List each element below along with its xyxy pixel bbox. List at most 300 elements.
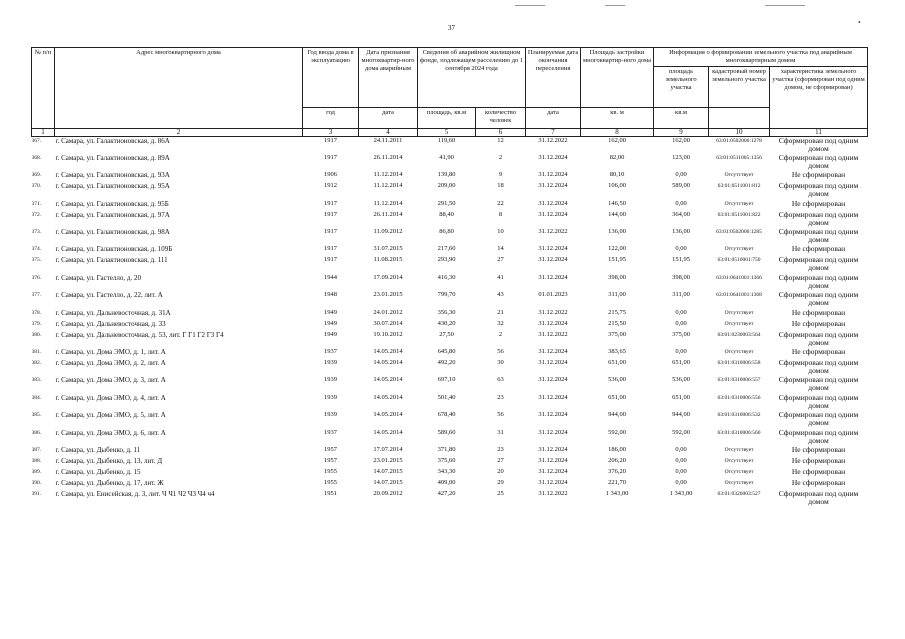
row-cadastral: 63:01:0510001:750 [717, 257, 761, 264]
row-cadastral: 63:01:0310006:560 [717, 429, 761, 436]
row-building-area: 144,00 [608, 210, 626, 218]
column-number: 5 [418, 129, 476, 137]
row-year: 1955 [324, 478, 337, 486]
row-cadastral: Отсутствует [724, 349, 754, 356]
row-status: Не сформирован [791, 199, 846, 208]
row-building-area: 215,50 [608, 319, 626, 327]
row-land-area: 398,00 [672, 273, 690, 281]
row-status: Сформирован под одним домом [778, 210, 859, 227]
row-people: 9 [498, 171, 503, 179]
table-row [32, 309, 868, 320]
row-end-date: 31.12.2024 [538, 182, 568, 190]
table-row [32, 200, 868, 211]
row-address: г. Самара, ул. Галактионовская, д. 93А [55, 171, 170, 180]
row-people: 12 [497, 137, 504, 144]
row-address: г. Самара, ул. Гастелло, д. 20 [55, 273, 141, 282]
table-row [32, 320, 868, 331]
page-number: 37 [448, 24, 455, 32]
row-number: 374. [31, 246, 42, 253]
row-building-area: 215,75 [608, 308, 626, 316]
row-year: 1944 [324, 273, 337, 281]
column-number: 8 [581, 129, 654, 137]
row-building-area: 398,00 [608, 273, 626, 281]
row-status: Не сформирован [791, 171, 846, 180]
row-address: г. Самара, ул. Дыбенко, д. 11 [55, 445, 141, 454]
row-status: Сформирован под одним домом [778, 489, 859, 506]
row-number: 371. [31, 200, 42, 207]
row-area: 799,70 [437, 291, 456, 299]
row-year: 1948 [324, 291, 337, 299]
row-land-area: 0,00 [675, 456, 687, 464]
table-row [32, 228, 868, 245]
row-area: 492,20 [437, 359, 456, 367]
row-building-area: 186,00 [608, 445, 626, 453]
header-year: Год ввода дома в эксплуатацию [303, 48, 359, 108]
table-row [32, 171, 868, 182]
row-number: 389. [31, 468, 42, 475]
row-people: 31 [497, 428, 504, 436]
row-year: 1906 [324, 171, 337, 179]
column-number: 10 [709, 129, 770, 137]
row-end-date: 31.12.2024 [538, 153, 568, 161]
row-date: 14.05.2014 [373, 359, 403, 367]
row-land-area: 375,00 [672, 330, 690, 338]
header-land-area: площадь земельного участка [654, 67, 709, 108]
row-land-area: 0,00 [675, 348, 687, 356]
row-end-date: 31.12.2022 [538, 137, 568, 144]
row-people: 56 [497, 411, 504, 419]
row-area: 139,80 [437, 171, 456, 179]
row-area: 430,20 [437, 319, 456, 327]
column-number: 1 [32, 129, 55, 137]
row-end-date: 31.12.2024 [538, 478, 568, 486]
row-number: 369. [31, 172, 42, 179]
row-year: 1917 [324, 245, 337, 253]
row-year: 1957 [324, 445, 337, 453]
row-cadastral: 63:01:0326003:527 [717, 490, 761, 497]
row-cadastral: Отсутствует [724, 468, 754, 475]
row-building-area: 80,10 [609, 171, 625, 179]
row-building-area: 122,00 [608, 245, 626, 253]
table-row [32, 468, 868, 479]
row-land-area: 651,00 [672, 393, 690, 401]
row-cadastral: 63:01:0310006:556 [717, 394, 761, 401]
row-address: г. Самара, ул. Дальневосточная, д. 31А [55, 308, 171, 317]
row-end-date: 31.12.2024 [538, 376, 568, 384]
row-people: 27 [497, 456, 504, 464]
row-address: г. Самара, ул. Дома ЭМО, д. 1, лит. А [55, 348, 166, 357]
row-land-area: 0,00 [675, 467, 687, 475]
row-date: 30.07.2014 [373, 319, 403, 327]
row-number: 376. [31, 274, 42, 281]
row-end-date: 31.12.2024 [538, 428, 568, 436]
column-number: 3 [303, 129, 359, 137]
row-building-area: 651,00 [608, 359, 626, 367]
row-people: 43 [497, 291, 504, 299]
row-address: г. Самара, ул. Галактионовская, д. 111 [55, 256, 168, 265]
row-people: 41 [497, 273, 504, 281]
row-number: 384. [31, 394, 42, 401]
row-cadastral: 63:01:0230003:564 [717, 331, 761, 338]
row-cadastral: 63:01:0511001:822 [717, 211, 761, 218]
row-land-area: 136,00 [672, 228, 690, 236]
row-cadastral: 63:01:0502006:1285 [716, 229, 762, 236]
row-cadastral: Отсутствует [724, 446, 754, 453]
row-address: г. Самара, ул. Галактионовская, д. 86А [55, 137, 170, 145]
row-area: 409,00 [437, 478, 456, 486]
row-people: 25 [497, 489, 504, 497]
row-people: 20 [497, 467, 504, 475]
row-number: 367. [31, 138, 42, 144]
row-cadastral: 63:01:0310006:532 [717, 412, 761, 419]
row-number: 382. [31, 360, 42, 367]
row-area: 589,60 [437, 428, 456, 436]
row-date: 11.12.2014 [373, 171, 403, 179]
row-people: 56 [497, 348, 504, 356]
row-area: 41,90 [439, 153, 454, 161]
table-body [32, 137, 868, 508]
row-end-date: 31.12.2024 [538, 199, 568, 207]
row-status: Сформирован под одним домом [778, 330, 859, 347]
row-building-area: 311,00 [608, 291, 626, 299]
table-row [32, 182, 868, 199]
row-number: 370. [31, 183, 42, 190]
row-area: 343,30 [437, 467, 456, 475]
row-end-date: 31.12.2024 [538, 359, 568, 367]
row-address: г. Самара, ул. Дыбенко, д. 17, лит. Ж [55, 478, 164, 487]
row-address: г. Самара, ул. Дома ЭМО, д. 2, лит. А [55, 359, 166, 368]
row-land-area: 311,00 [672, 291, 690, 299]
row-number: 380. [31, 331, 42, 338]
row-building-area: 206,20 [608, 456, 626, 464]
row-end-date: 31.12.2024 [538, 411, 568, 419]
row-building-area: 592,00 [608, 428, 626, 436]
row-people: 10 [497, 228, 504, 236]
row-date: 24.11.2011 [373, 137, 403, 144]
row-status: Сформирован под одним домом [778, 182, 859, 199]
column-number: 11 [770, 129, 868, 137]
table-row [32, 359, 868, 376]
row-date: 14.07.2015 [373, 478, 403, 486]
row-end-date: 31.12.2024 [538, 467, 568, 475]
row-area: 501,40 [437, 393, 456, 401]
row-number: 391. [31, 490, 42, 497]
row-year: 1951 [324, 489, 337, 497]
row-building-area: 162,00 [608, 137, 626, 144]
row-end-date: 31.12.2024 [538, 273, 568, 281]
header-num: № п/п [32, 48, 55, 129]
row-land-area: 123,00 [672, 153, 690, 161]
row-number: 381. [31, 349, 42, 356]
row-end-date: 31.12.2022 [538, 330, 568, 338]
row-status: Не сформирован [791, 245, 846, 254]
row-people: 27 [497, 256, 504, 264]
row-people: 29 [497, 478, 504, 486]
row-year: 1917 [324, 199, 337, 207]
row-end-date: 31.12.2024 [538, 256, 568, 264]
header-planned-end: Планируемая дата окончания переселения [526, 48, 581, 108]
row-cadastral: 63:01:0641001:1366 [716, 274, 762, 281]
row-land-area: 592,00 [672, 428, 690, 436]
row-year: 1939 [324, 359, 337, 367]
row-people: 8 [498, 210, 503, 218]
row-status: Не сформирован [791, 319, 846, 328]
row-cadastral: Отсутствует [724, 457, 754, 464]
row-number: 377. [31, 292, 42, 299]
row-cadastral: 63:01:0310006:558 [717, 360, 761, 367]
row-area: 88,40 [439, 210, 454, 218]
row-date: 11.12.2014 [373, 199, 403, 207]
row-address: г. Самара, ул. Дыбенко, д. 13, лит. Д [55, 456, 163, 465]
row-year: 1949 [324, 319, 337, 327]
row-address: г. Самара, ул. Дома ЭМО, д. 3, лит. А [55, 376, 166, 385]
row-date: 23.01.2015 [373, 291, 403, 299]
row-date: 14.05.2014 [373, 411, 403, 419]
row-building-area: 82,00 [609, 153, 625, 161]
row-building-area: 146,50 [608, 199, 626, 207]
row-status: Не сформирован [791, 478, 846, 487]
row-area: 291,50 [437, 199, 456, 207]
row-number: 385. [31, 412, 42, 419]
row-cadastral: Отсутствует [724, 246, 754, 253]
row-end-date: 31.12.2022 [538, 308, 568, 316]
row-building-area: 1 343,00 [605, 489, 629, 497]
row-building-area: 376,20 [608, 467, 626, 475]
unit-area: площадь, кв.м [418, 108, 476, 129]
table-row [32, 137, 868, 154]
row-end-date: 31.12.2024 [538, 445, 568, 453]
table-row [32, 490, 868, 507]
row-end-date: 31.12.2024 [538, 319, 568, 327]
row-date: 11.12.2014 [373, 182, 403, 190]
row-end-date: 31.12.2022 [538, 228, 568, 236]
row-people: 23 [497, 393, 504, 401]
table-row [32, 446, 868, 457]
row-date: 14.05.2014 [373, 348, 403, 356]
row-number: 387. [31, 446, 42, 453]
row-status: Сформирован под одним домом [778, 428, 859, 445]
row-people: 2 [498, 153, 503, 161]
row-land-area: 0,00 [675, 308, 687, 316]
row-area: 293,90 [437, 256, 456, 264]
row-date: 20.09.2012 [373, 489, 403, 497]
row-status: Сформирован под одним домом [778, 153, 859, 170]
header-characteristic: характеристика земельного участка (сформирован под одним домом, не сформирован) [770, 67, 868, 129]
row-status: Сформирован под одним домом [778, 228, 859, 245]
row-status: Не сформирован [791, 348, 846, 357]
row-year: 1937 [324, 428, 337, 436]
row-year: 1939 [324, 376, 337, 384]
row-people: 23 [497, 445, 504, 453]
row-cadastral: 63:01:0511001:812 [717, 183, 761, 190]
row-number: 375. [31, 257, 42, 264]
row-year: 1957 [324, 456, 337, 464]
row-building-area: 944,00 [608, 411, 626, 419]
row-area: 209,00 [437, 182, 456, 190]
row-people: 63 [497, 376, 504, 384]
row-people: 18 [497, 182, 504, 190]
row-date: 23.01.2015 [373, 456, 403, 464]
row-building-area: 651,00 [608, 393, 626, 401]
table-row [32, 274, 868, 291]
row-people: 22 [497, 199, 504, 207]
row-address: г. Самара, ул. Галактионовская, д. 98А [55, 228, 170, 237]
row-number: 372. [31, 211, 42, 218]
row-date: 31.07.2015 [373, 245, 403, 253]
table-row [32, 154, 868, 171]
row-year: 1917 [324, 210, 337, 218]
row-land-area: 0,00 [675, 445, 687, 453]
row-land-area: 1 343,00 [669, 489, 693, 497]
row-date: 11.08.2015 [373, 256, 403, 264]
row-date: 14.05.2014 [373, 428, 403, 436]
row-area: 86,80 [439, 228, 454, 236]
row-area: 371,80 [437, 445, 456, 453]
row-status: Сформирован под одним домом [778, 256, 859, 273]
row-date: 17.09.2014 [373, 273, 403, 281]
table-row [32, 479, 868, 490]
row-status: Не сформирован [791, 467, 846, 476]
row-building-area: 151,95 [608, 256, 626, 264]
row-people: 2 [498, 330, 503, 338]
row-cadastral: 63:01:0502006:1278 [716, 138, 762, 144]
header-land-info: Информация о формировании земельного участка под аварийным многоквартирным домом [654, 48, 868, 67]
unit-date2: дата [526, 108, 581, 129]
table-row [32, 429, 868, 446]
row-cadastral: Отсутствует [724, 479, 754, 486]
row-building-area: 375,00 [608, 330, 626, 338]
row-date: 11.09.2012 [373, 228, 403, 236]
column-number: 4 [359, 129, 418, 137]
row-cadastral: 63:01:0511005:1356 [716, 154, 762, 161]
scan-mark-icon: • [858, 18, 861, 27]
row-date: 24.01.2012 [373, 308, 403, 316]
row-people: 32 [497, 319, 504, 327]
row-address: г. Самара, ул. Галактионовская, д. 97А [55, 210, 170, 219]
row-area: 375,60 [437, 456, 456, 464]
table-row [32, 394, 868, 411]
row-land-area: 589,00 [672, 182, 690, 190]
row-building-area: 383,65 [608, 348, 626, 356]
row-year: 1917 [324, 256, 337, 264]
row-end-date: 31.12.2024 [538, 210, 568, 218]
header-building-area: Площадь застройки многоквартир-ного дома [581, 48, 654, 108]
table-row [32, 376, 868, 393]
row-year: 1949 [324, 308, 337, 316]
emergency-housing-table [31, 47, 868, 507]
row-address: г. Самара, ул. Дома ЭМО, д. 5, лит. А [55, 411, 166, 420]
row-land-area: 162,00 [672, 137, 690, 144]
unit-sqm: кв. м [581, 108, 654, 129]
row-address: г. Самара, ул. Галактионовская, д. 95А [55, 182, 170, 191]
row-end-date: 31.12.2024 [538, 245, 568, 253]
row-people: 21 [497, 308, 504, 316]
row-area: 217,60 [437, 245, 456, 253]
row-cadastral: 63:01:0310006:557 [717, 377, 761, 384]
row-cadastral: Отсутствует [724, 309, 754, 316]
row-status: Не сформирован [791, 445, 846, 454]
row-status: Сформирован под одним домом [778, 376, 859, 393]
row-land-area: 0,00 [675, 171, 687, 179]
row-date: 26.11.2014 [373, 210, 403, 218]
header-date-recognition: Дата признания многоквартир-ного дома аварийным [359, 48, 418, 108]
row-people: 30 [497, 359, 504, 367]
column-number-row [32, 129, 868, 137]
row-number: 388. [31, 457, 42, 464]
header-address: Адрес многоквартирного дома [55, 48, 303, 129]
header-emergency-info: Сведения об аварийном жилищном фонде, подлежащем расселению до 1 сентября 2024 года [418, 48, 526, 108]
row-area: 356,30 [437, 308, 456, 316]
row-area: 27,50 [439, 330, 454, 338]
row-year: 1917 [324, 137, 337, 144]
table-row [32, 291, 868, 308]
row-area: 645,80 [437, 348, 456, 356]
row-status: Сформирован под одним домом [778, 136, 859, 153]
unit-sqm2: кв.м [654, 108, 709, 129]
row-address: г. Самара, ул. Енисейская, д. 3, лит. Ч Ч1 Ч2 Ч3 Ч4 ч4 [55, 489, 215, 498]
row-address: г. Самара, ул. Галактионовская, д. 109Б [55, 245, 173, 254]
row-land-area: 651,00 [672, 359, 690, 367]
row-building-area: 221,70 [608, 478, 626, 486]
row-year: 1912 [324, 182, 337, 190]
row-area: 416,30 [437, 273, 456, 281]
row-address: г. Самара, ул. Галактионовская, д. 89А [55, 153, 170, 162]
row-land-area: 0,00 [675, 478, 687, 486]
row-land-area: 364,00 [672, 210, 690, 218]
unit-date: дата [359, 108, 418, 129]
header-cadastral: кадастровый номер земельного участка [709, 67, 770, 108]
row-status: Сформирован под одним домом [778, 359, 859, 376]
column-number: 6 [476, 129, 526, 137]
row-number: 379. [31, 320, 42, 327]
table-row [32, 457, 868, 468]
row-status: Сформирован под одним домом [778, 393, 859, 410]
row-cadastral: Отсутствует [724, 320, 754, 327]
row-year: 1917 [324, 228, 337, 236]
table-row [32, 256, 868, 273]
row-number: 373. [31, 229, 42, 236]
row-address: г. Самара, ул. Галактионовская, д. 95Б [55, 199, 169, 208]
row-year: 1949 [324, 330, 337, 338]
row-status: Сформирован под одним домом [778, 273, 859, 290]
row-address: г. Самара, ул. Дома ЭМО, д. 6, лит. А [55, 428, 166, 437]
row-status: Сформирован под одним домом [778, 411, 859, 428]
row-area: 678,40 [437, 411, 456, 419]
row-address: г. Самара, ул. Дальневосточная, д. 53, лит. Г Г1 Г2 Г3 Г4 [55, 330, 224, 339]
row-land-area: 0,00 [675, 319, 687, 327]
row-status: Не сформирован [791, 456, 846, 465]
row-end-date: 31.12.2024 [538, 171, 568, 179]
row-building-area: 136,00 [608, 228, 626, 236]
row-year: 1939 [324, 393, 337, 401]
row-status: Не сформирован [791, 308, 846, 317]
row-land-area: 0,00 [675, 245, 687, 253]
row-number: 368. [31, 154, 42, 161]
row-cadastral: Отсутствует [724, 200, 754, 207]
row-end-date: 31.12.2024 [538, 456, 568, 464]
column-number: 9 [654, 129, 709, 137]
column-number: 2 [55, 129, 303, 137]
table-row [32, 331, 868, 348]
row-land-area: 0,00 [675, 199, 687, 207]
row-number: 390. [31, 479, 42, 486]
row-end-date: 31.12.2024 [538, 348, 568, 356]
table-row [32, 348, 868, 359]
unit-year: год [303, 108, 359, 129]
row-date: 17.07.2014 [373, 445, 403, 453]
row-people: 14 [497, 245, 504, 253]
row-number: 383. [31, 377, 42, 384]
